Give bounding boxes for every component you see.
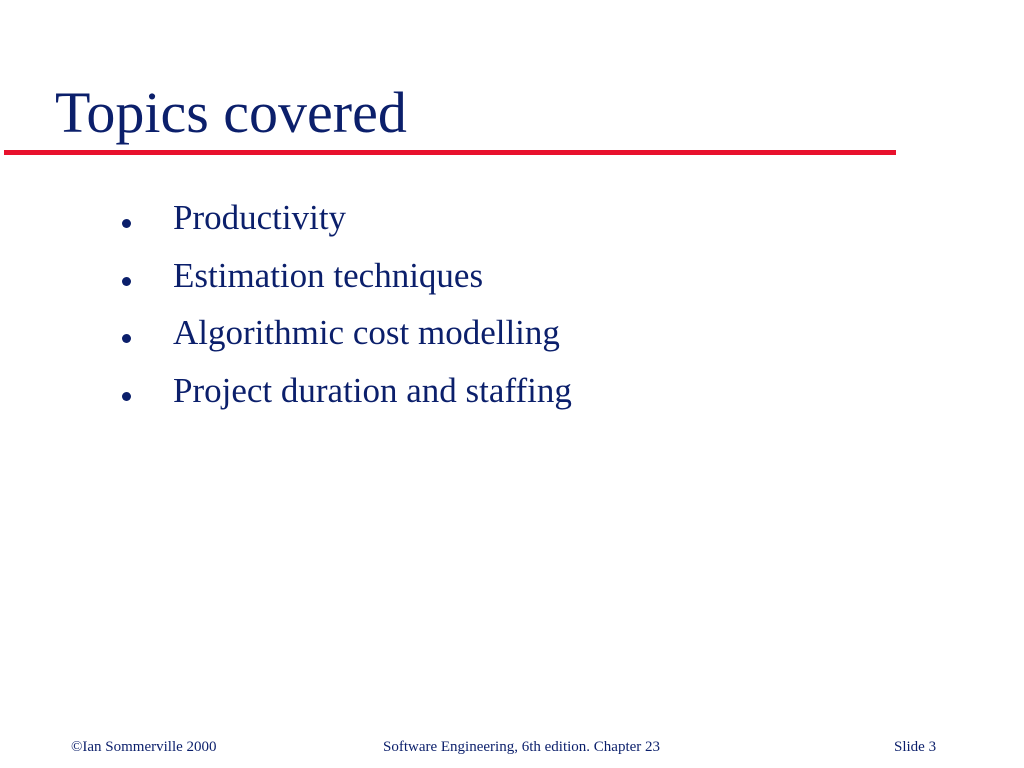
bullet-text: Productivity xyxy=(173,198,347,237)
bullet-dot-icon xyxy=(122,334,131,343)
footer-book-title: Software Engineering, 6th edition. Chapter 23 xyxy=(383,739,661,755)
slide-title: Topics covered xyxy=(55,80,407,145)
bullet-dot-icon xyxy=(122,392,131,401)
bullet-text: Algorithmic cost modelling xyxy=(173,313,560,352)
bullet-dot-icon xyxy=(122,219,131,228)
footer-slide-number: Slide 3 xyxy=(894,739,937,755)
bullet-text: Estimation techniques xyxy=(173,255,484,295)
title-underline-rule xyxy=(4,150,896,155)
footer-copyright: ©Ian Sommerville 2000 xyxy=(71,739,217,755)
bullet-dot-icon xyxy=(122,277,131,286)
bullet-text: Project duration and staffing xyxy=(173,370,572,410)
